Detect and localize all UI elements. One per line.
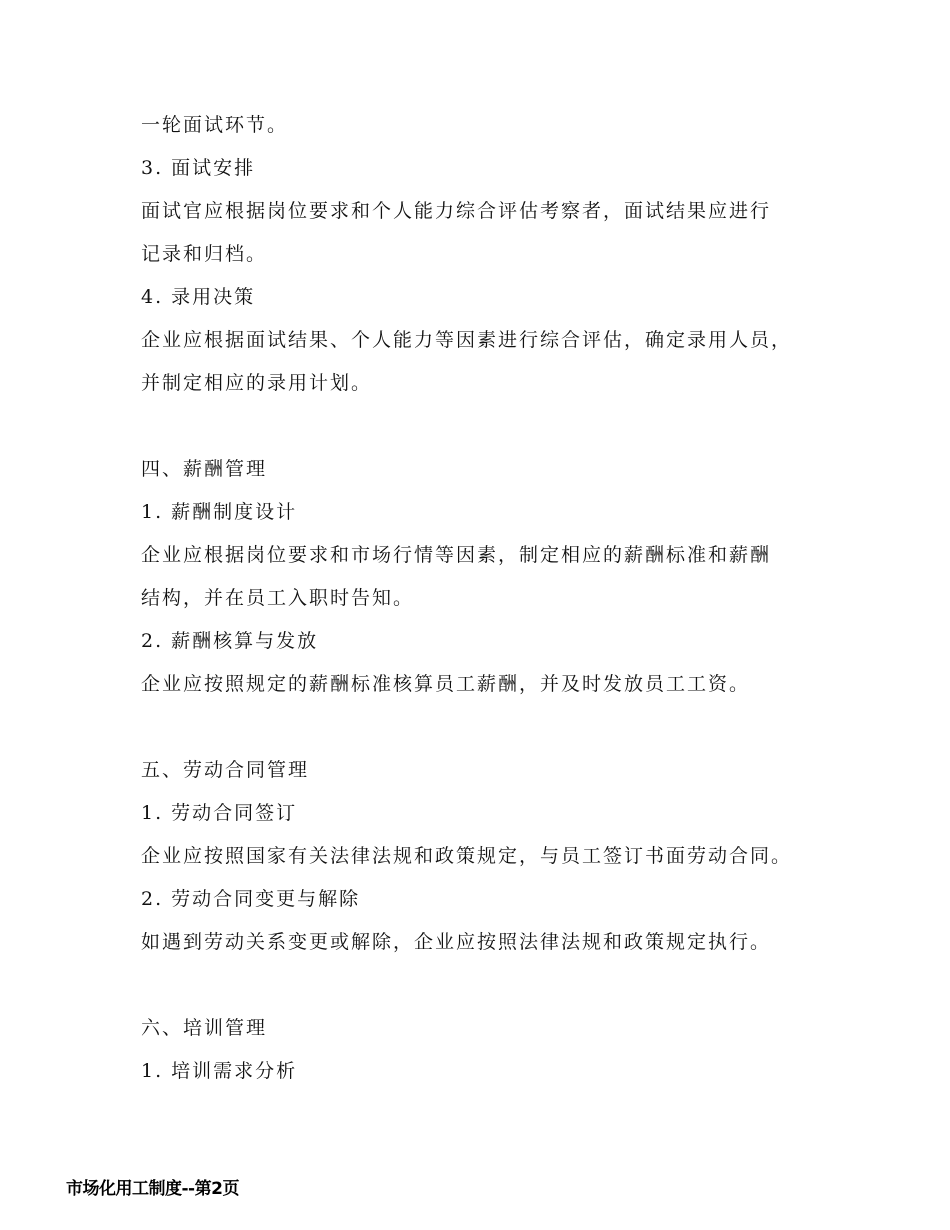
text-line: 企业应按照国家有关法律法规和政策规定，与员工签订书面劳动合同。 bbox=[141, 845, 793, 867]
section-subheading: 2. 劳动合同变更与解除 bbox=[141, 888, 361, 910]
section-subheading: 2. 薪酬核算与发放 bbox=[141, 630, 319, 652]
text-line: 企业应根据岗位要求和市场行情等因素，制定相应的薪酬标准和薪酬 bbox=[141, 544, 772, 566]
text-line: 企业应根据面试结果、个人能力等因素进行综合评估，确定录用人员， bbox=[141, 329, 793, 351]
section-subheading: 3. 面试安排 bbox=[141, 157, 256, 179]
section-subheading: 1. 薪酬制度设计 bbox=[141, 501, 298, 523]
text-line: 并制定相应的录用计划。 bbox=[141, 372, 373, 394]
text-line: 面试官应根据岗位要求和个人能力综合评估考察者，面试结果应进行 bbox=[141, 200, 772, 222]
section-subheading: 4. 录用决策 bbox=[141, 286, 256, 308]
blank-line bbox=[141, 405, 841, 448]
blank-line bbox=[141, 964, 841, 1007]
document-body bbox=[141, 104, 841, 1093]
text-line: 结构，并在员工入职时告知。 bbox=[141, 587, 415, 609]
section-heading: 五、劳动合同管理 bbox=[141, 759, 310, 781]
section-subheading: 1. 劳动合同签订 bbox=[141, 802, 298, 824]
section-subheading: 1. 培训需求分析 bbox=[141, 1060, 298, 1082]
blank-line bbox=[141, 706, 841, 749]
text-line: 如遇到劳动关系变更或解除，企业应按照法律法规和政策规定执行。 bbox=[141, 931, 772, 953]
text-line: 一轮面试环节。 bbox=[141, 114, 289, 136]
text-line: 企业应按照规定的薪酬标准核算员工薪酬，并及时发放员工工资。 bbox=[141, 673, 751, 695]
page-footer: 市场化用工制度--第2页 bbox=[66, 1179, 239, 1199]
section-heading: 四、薪酬管理 bbox=[141, 458, 268, 480]
text-line: 记录和归档。 bbox=[141, 243, 268, 265]
section-heading: 六、培训管理 bbox=[141, 1017, 268, 1039]
